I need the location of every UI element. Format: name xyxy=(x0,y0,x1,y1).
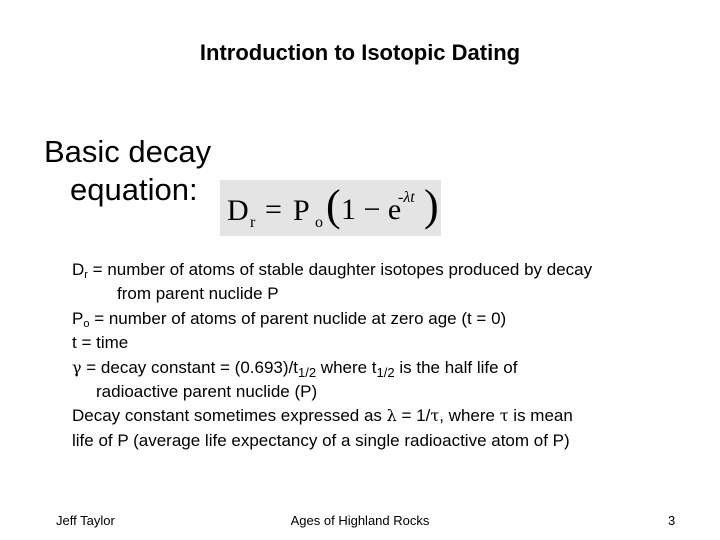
equation-lhs: D xyxy=(227,194,249,227)
lambda-symbol: λ xyxy=(386,406,397,426)
po-variable: P xyxy=(72,308,84,328)
po-subscript: o xyxy=(83,317,90,330)
footer-presentation-title: Ages of Highland Rocks xyxy=(290,513,430,528)
slide-title: Introduction to Isotopic Dating xyxy=(199,40,521,65)
dc-text-d: is mean xyxy=(508,406,573,426)
half-life-subscript-b: 1/2 xyxy=(376,364,395,380)
equation-rhs-subscript: o xyxy=(315,214,323,231)
def-dr-line xyxy=(72,258,702,282)
gamma-symbol: γ xyxy=(72,357,82,377)
def-t-line: t = time xyxy=(72,333,129,353)
footer-page-number: 3 xyxy=(668,513,676,528)
equation-equals: = xyxy=(265,193,282,226)
dc-text-c: , where xyxy=(439,406,500,426)
gamma-text-c: is the half life of xyxy=(394,357,518,377)
mean-life-line: life of P (average life expectancy of a single radioactive atom of P) xyxy=(72,430,570,450)
equation-close-paren: ) xyxy=(424,181,439,230)
dr-definition: = number of atoms of stable daughter isotopes produced by decay xyxy=(87,260,593,279)
def-gamma-continuation: radioactive parent nuclide (P) xyxy=(96,382,318,402)
equation-lhs-subscript: r xyxy=(250,214,256,231)
half-life-subscript-a: 1/2 xyxy=(297,364,317,380)
decay-equation-image xyxy=(220,180,441,236)
equation-one-minus-e: 1 − e xyxy=(341,193,402,226)
dc-text-a: Decay constant sometimes expressed as xyxy=(72,406,387,426)
decay-constant-line xyxy=(72,404,702,428)
dr-subscript: r xyxy=(84,269,88,281)
basic-decay-line-1: Basic decay xyxy=(44,134,212,169)
footer-author: Jeff Taylor xyxy=(56,513,115,528)
def-gamma-line xyxy=(72,356,702,380)
equation-rhs: P xyxy=(293,194,310,227)
tau-symbol: τ xyxy=(430,406,440,426)
basic-decay-heading xyxy=(44,133,211,209)
basic-decay-line-2: equation: xyxy=(70,172,198,207)
tau-symbol-2: τ xyxy=(499,406,509,426)
gamma-text-a: = decay constant = (0.693)/t xyxy=(81,357,298,377)
def-dr-continuation: from parent nuclide P xyxy=(117,284,279,304)
definitions-block xyxy=(72,258,702,453)
gamma-text-b: where t xyxy=(316,357,377,377)
dc-text-b: = 1/ xyxy=(396,406,431,426)
equation-open-paren: ( xyxy=(326,181,341,230)
po-definition: = number of atoms of parent nuclide at zero age (t = 0) xyxy=(89,308,507,328)
def-po-line xyxy=(72,307,702,331)
dr-variable: D xyxy=(72,260,85,279)
equation-exponent: -λt xyxy=(398,189,415,206)
